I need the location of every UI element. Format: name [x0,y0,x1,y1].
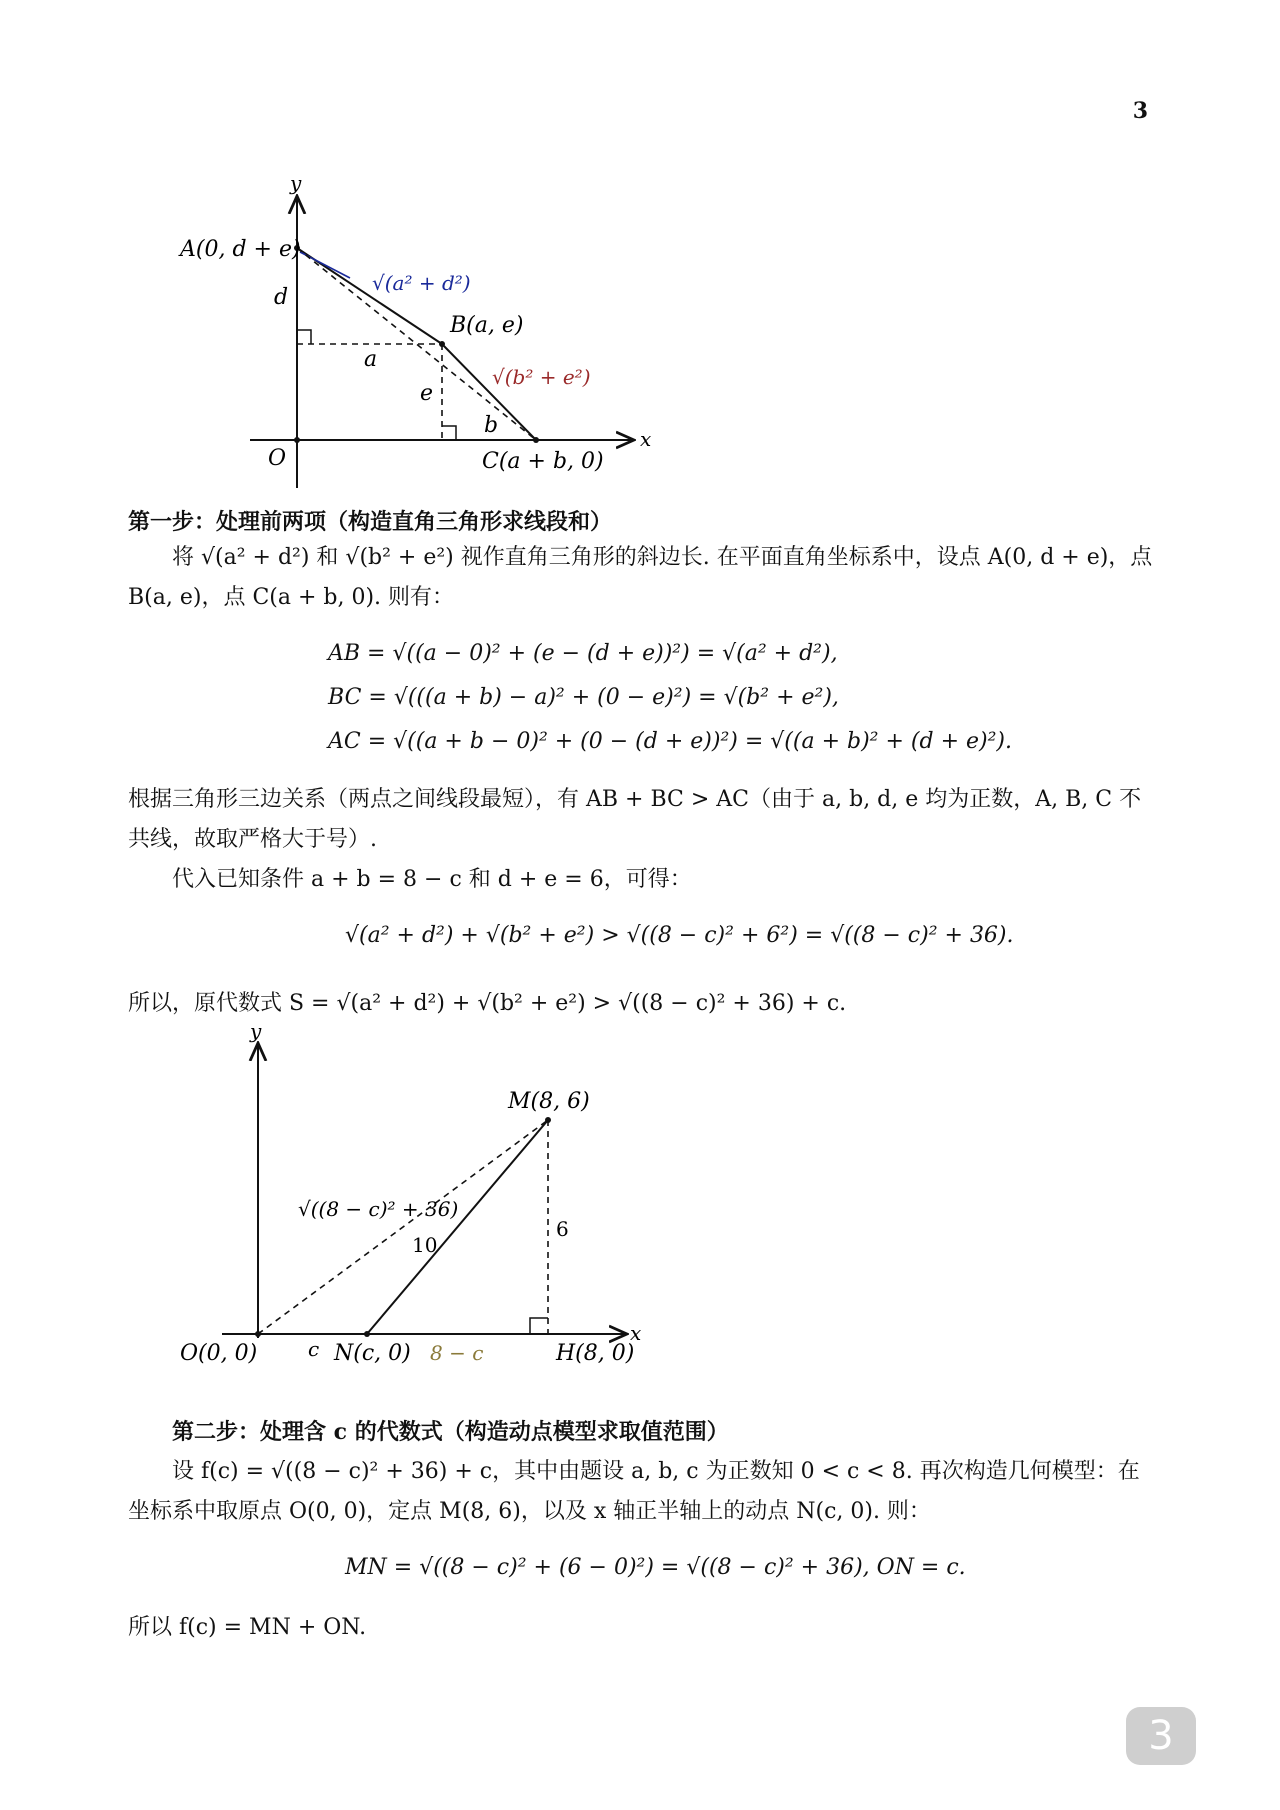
label-b: b [484,413,499,438]
step2-heading: 第二步：处理含 c 的代数式（构造动点模型求取值范围） [172,1419,729,1445]
label-h-point: H(8, 0) [556,1341,635,1366]
x-axis-label: x [640,427,652,451]
step2-paragraph-1: 设 f(c) = √((8 − c)² + 36) + c，其中由题设 a, b, c 为正数知 0 < c < 8. 再次构造几何模型：在坐标系中取原点 O(0, 0)，定点 M(8, 6)，以及 x 轴正半轴上的动点 N(c, 0). 则： [128,1459,1140,1524]
equation-bc: BC = √(((a + b) − a)² + (0 − e)²) = √(b² + e²), [328,685,839,710]
point-b [439,341,445,347]
label-a: a [364,347,378,372]
label-ab-length: √(a² + d²) [372,271,471,295]
label-m-point: M(8, 6) [508,1089,590,1114]
point-c [533,437,539,443]
step2-paragraph-2: 所以 f(c) = MN + ON. [128,1615,367,1640]
label-ten: 10 [412,1233,438,1257]
segment-nm [367,1120,548,1334]
label-c-point: C(a + b, 0) [482,449,604,474]
right-angle-mark-3 [530,1318,548,1334]
right-angle-mark-2 [442,426,456,440]
step1-paragraph-4: 所以，原代数式 S = √(a² + d²) + √(b² + e²) > √((8 − c)² + 36) + c. [128,991,847,1016]
y-axis-label: y [290,171,302,195]
figure-1-diagram [0,0,1280,520]
equation-mn: MN = √((8 − c)² + (6 − 0)²) = √((8 − c)² + 36), ON = c. [345,1555,966,1580]
origin-label: O [268,446,287,471]
step1-paragraph-1: 将 √(a² + d²) 和 √(b² + e²) 视作直角三角形的斜边长. 在平面直角坐标系中，设点 A(0, d + e)，点 B(a, e)，点 C(a + b, 0). 则有： [128,545,1153,610]
label-bc-length: √(b² + e²) [492,365,591,389]
point-o-2 [255,1331,261,1337]
y-axis-label-2: y [250,1020,262,1043]
point-n [364,1331,370,1337]
page-badge: 3 [1126,1707,1196,1765]
label-eight-minus-c: 8 − c [430,1341,484,1365]
equation-substitution: √(a² + d²) + √(b² + e²) > √((8 − c)² + 6²) = √((8 − c)² + 36). [345,923,1014,948]
equation-ac: AC = √((a + b − 0)² + (0 − (d + e))²) = √((a + b)² + (d + e)²). [328,729,1012,754]
segment-om-dashed [258,1120,548,1334]
step1-paragraph-2: 根据三角形三边关系（两点之间线段最短），有 AB + BC > AC（由于 a, b, d, e 均为正数，A, B, C 不共线，故取严格大于号）. [128,787,1142,852]
figure-2-diagram [0,1020,1280,1380]
label-b-point: B(a, e) [450,313,524,338]
label-n-point: N(c, 0) [334,1341,411,1366]
label-six: 6 [556,1217,569,1241]
label-o-point: O(0, 0) [180,1341,258,1366]
label-a-point: A(0, d + e) [180,237,301,262]
label-d: d [274,285,289,310]
label-om-length: √((8 − c)² + 36) [298,1197,459,1221]
point-m [545,1117,551,1123]
step1-paragraph-3: 代入已知条件 a + b = 8 − c 和 d + e = 6，可得： [172,867,692,892]
label-e: e [420,381,434,406]
page-number: 3 [1132,98,1148,124]
x-axis-label-2: x [630,1321,642,1345]
equation-ab: AB = √((a − 0)² + (e − (d + e))²) = √(a² + d²), [328,641,838,666]
label-c-segment: c [308,1337,320,1361]
right-angle-mark-1 [297,330,311,344]
point-o [294,437,300,443]
step1-heading: 第一步：处理前两项（构造直角三角形求线段和） [128,509,613,535]
